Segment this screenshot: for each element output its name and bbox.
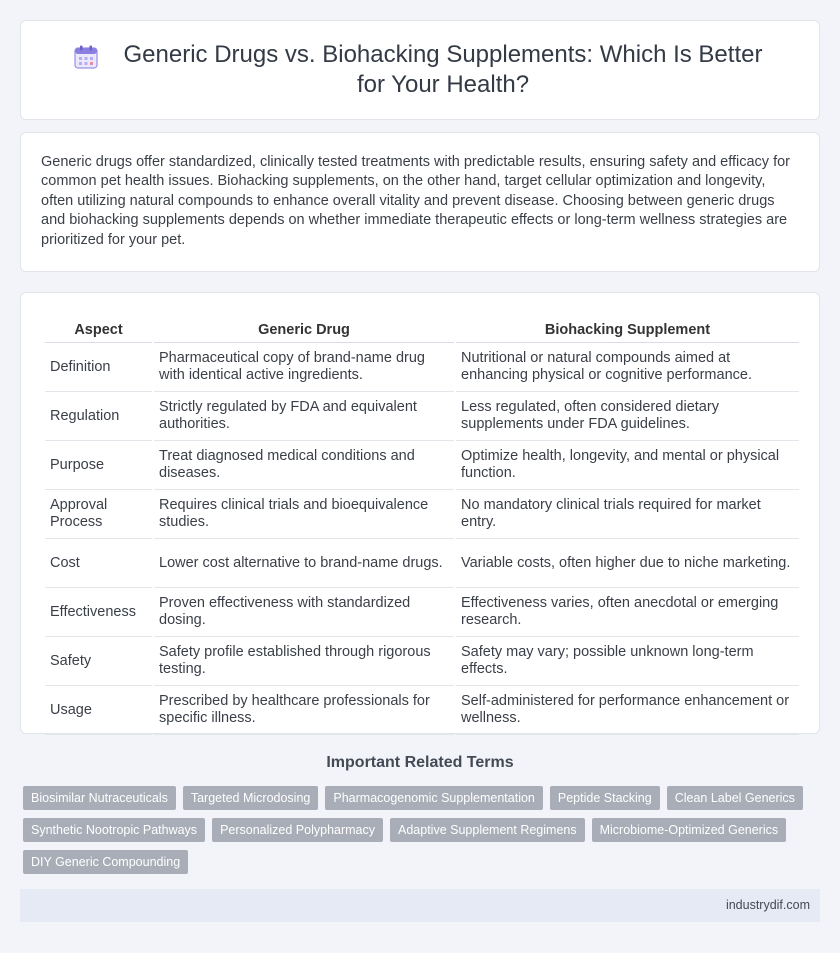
row-generic: Treat diagnosed medical conditions and diseases.	[154, 441, 454, 490]
row-aspect: Safety	[45, 637, 152, 686]
related-term-tag[interactable]: Peptide Stacking	[550, 786, 660, 810]
intro-paragraph: Generic drugs offer standardized, clinically tested treatments with predictable results, ensuring safety and efficacy for common pet health issues. Biohacking supplements, on the other hand, target cellular optimization and longevity, often utilizing natural compounds to enhance overall vitality and prevent disease. Choosing between generic drugs and biohacking supplements depends on whether immediate therapeutic effects or long-term wellness strategies are prioritized for your pet.	[41, 154, 791, 248]
row-generic: Lower cost alternative to brand-name drugs.	[154, 539, 454, 588]
comparison-table	[43, 313, 801, 735]
table-row	[45, 637, 799, 686]
row-generic: Prescribed by healthcare professionals for specific illness.	[154, 686, 454, 735]
row-generic: Strictly regulated by FDA and equivalent authorities.	[154, 392, 454, 441]
table-row	[45, 490, 799, 539]
header-biohacking-supplement: Biohacking Supplement	[456, 313, 799, 343]
related-term-tag[interactable]: Microbiome-Optimized Generics	[592, 818, 787, 842]
row-generic: Safety profile established through rigorous testing.	[154, 637, 454, 686]
related-term-tag[interactable]: Clean Label Generics	[667, 786, 803, 810]
page-title: Generic Drugs vs. Biohacking Supplements: Which Is Better for Your Health?	[123, 41, 763, 98]
related-term-tag[interactable]: Adaptive Supplement Regimens	[390, 818, 585, 842]
row-generic: Proven effectiveness with standardized dosing.	[154, 588, 454, 637]
row-generic: Pharmaceutical copy of brand-name drug with identical active ingredients.	[154, 343, 454, 392]
table-row	[45, 686, 799, 735]
row-aspect: Effectiveness	[45, 588, 152, 637]
header-aspect: Aspect	[45, 313, 152, 343]
table-header-row	[45, 313, 799, 343]
row-biohacking: Variable costs, often higher due to niche marketing.	[456, 539, 799, 588]
calendar-icon	[73, 44, 99, 70]
row-aspect: Regulation	[45, 392, 152, 441]
row-biohacking: Optimize health, longevity, and mental or physical function.	[456, 441, 799, 490]
header-generic-drug: Generic Drug	[154, 313, 454, 343]
table-row	[45, 588, 799, 637]
row-aspect: Usage	[45, 686, 152, 735]
table-row	[45, 441, 799, 490]
footer	[20, 889, 820, 922]
related-term-tag[interactable]: Pharmacogenomic Supplementation	[325, 786, 543, 810]
row-biohacking: Less regulated, often considered dietary supplements under FDA guidelines.	[456, 392, 799, 441]
related-term-tag[interactable]: Targeted Microdosing	[183, 786, 319, 810]
related-term-tag[interactable]: Biosimilar Nutraceuticals	[23, 786, 176, 810]
table-row	[45, 539, 799, 588]
row-biohacking: No mandatory clinical trials required for market entry.	[456, 490, 799, 539]
row-aspect: Cost	[45, 539, 152, 588]
related-terms-tags	[23, 786, 817, 874]
table-row	[45, 392, 799, 441]
footer-site-link[interactable]: industrydif.com	[725, 898, 810, 912]
table-row	[45, 343, 799, 392]
row-biohacking: Self-administered for performance enhancement or wellness.	[456, 686, 799, 735]
related-terms-title: Important Related Terms	[326, 754, 514, 771]
row-biohacking: Safety may vary; possible unknown long-term effects.	[456, 637, 799, 686]
related-term-tag[interactable]: DIY Generic Compounding	[23, 850, 188, 874]
row-biohacking: Nutritional or natural compounds aimed at enhancing physical or cognitive performance.	[456, 343, 799, 392]
intro-card	[20, 132, 820, 272]
related-term-tag[interactable]: Personalized Polypharmacy	[212, 818, 383, 842]
row-aspect: Purpose	[45, 441, 152, 490]
comparison-table-card	[20, 292, 820, 734]
row-aspect: Approval Process	[45, 490, 152, 539]
related-term-tag[interactable]: Synthetic Nootropic Pathways	[23, 818, 205, 842]
title-card	[20, 20, 820, 120]
row-biohacking: Effectiveness varies, often anecdotal or emerging research.	[456, 588, 799, 637]
row-aspect: Definition	[45, 343, 152, 392]
row-generic: Requires clinical trials and bioequivalence studies.	[154, 490, 454, 539]
